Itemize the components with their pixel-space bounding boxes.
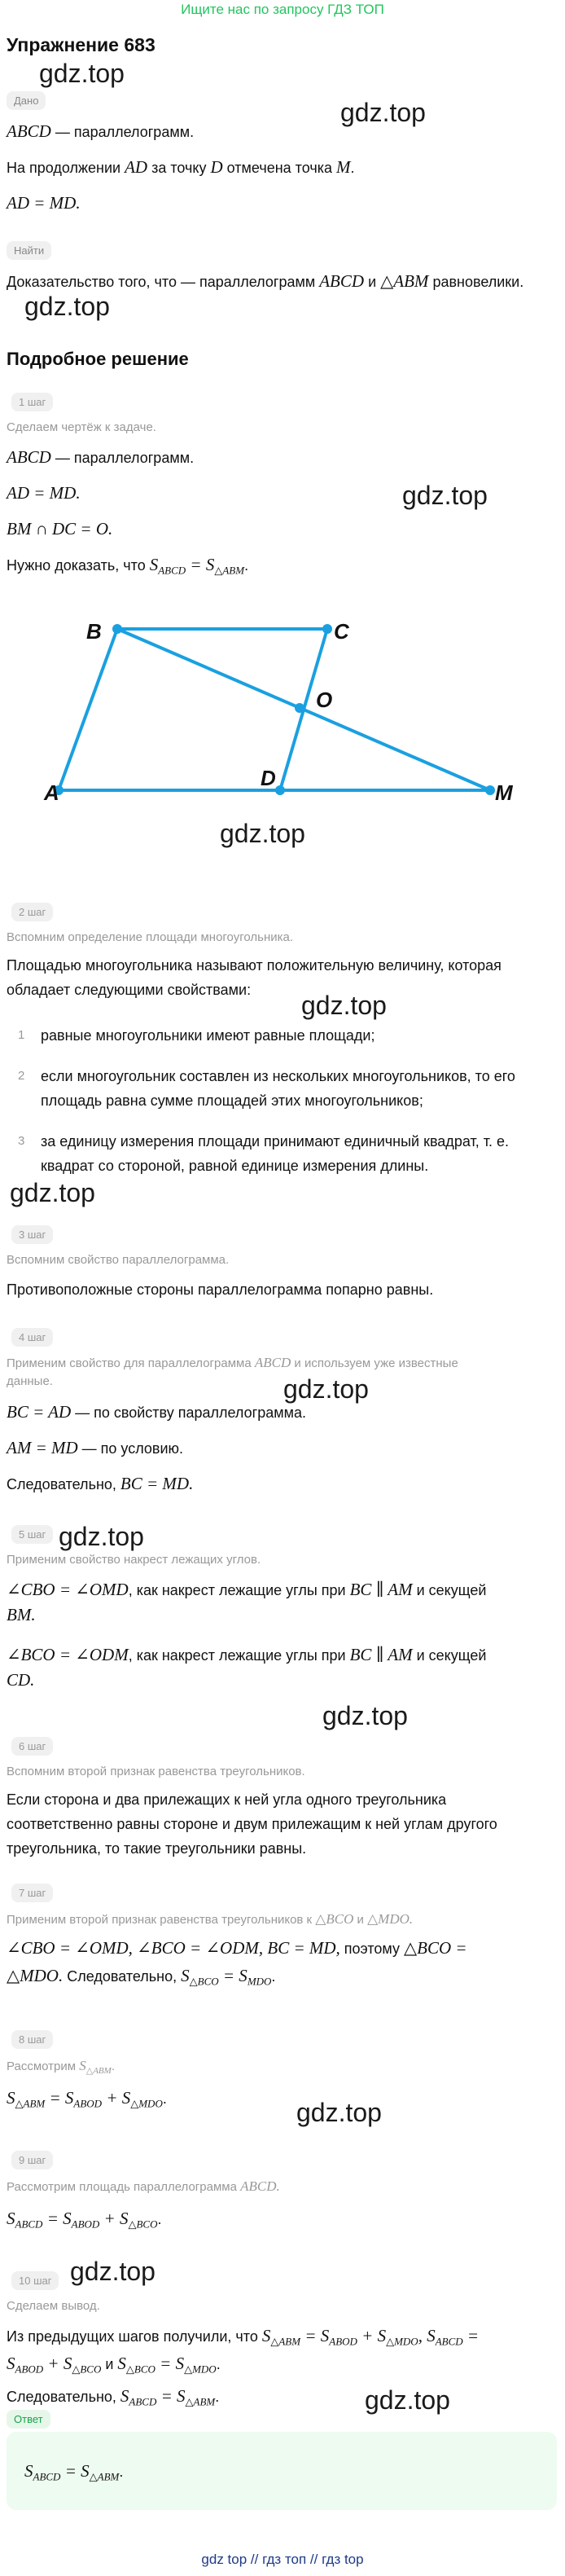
step7-line-2: △MDO. Следовательно, $S_{\triangle BCO} = S_{MDO}$. (7, 1966, 276, 1988)
watermark: gdz.top (10, 1178, 95, 1207)
given-line-3: AD = MD. (7, 193, 81, 213)
step4-line-1: BC = AD — по свойству параллелограмма. (7, 1402, 306, 1422)
given-line-1: ABCD — параллелограмм. (7, 121, 195, 141)
step8-formula: $S_{\triangle ABM} = S_{ABOD} + S_{\triangle MDO}$. (7, 2088, 167, 2110)
step-badge: 10 шаг (11, 2271, 59, 2290)
segment-AB (59, 629, 117, 790)
watermark: gdz.top (59, 1522, 144, 1551)
step-intro: Вспомним определение площади многоугольника. (7, 930, 294, 944)
step4-line-3: Следовательно, BC = MD. (7, 1474, 194, 1493)
step-intro: Рассмотрим площадь параллелограмма ABCD. (7, 2178, 280, 2194)
step-badge: 6 шаг (11, 1737, 53, 1756)
step-badge: 8 шаг (11, 2030, 53, 2049)
step4-line-2: AM = MD — по условию. (7, 1438, 184, 1457)
list-item: равные многоугольники имеют равные площади; (41, 1027, 375, 1044)
step10-line-2: $S_{ABOD} + S_{\triangle BCO}$ и $S_{\triangle BCO} = S_{\triangle MDO}$. (7, 2354, 221, 2376)
step10-line-3: Следовательно, $S_{ABCD} = S_{\triangle ABM}$. (7, 2386, 220, 2408)
prove-badge: Найти (7, 241, 51, 260)
step-badge: 7 шаг (11, 1884, 53, 1902)
step-intro: Рассмотрим $S_{\triangle ABM}$. (7, 2058, 115, 2076)
step6-text: Если сторона и два прилежащих к ней угла одного треугольника соответственно равны стороне и двум прилежащим к ней углам другого треугольника, то такие треугольники равны. (7, 1791, 497, 1857)
point-O (295, 703, 304, 713)
watermark: gdz.top (39, 59, 125, 88)
parallelogram-figure (0, 603, 565, 815)
given-line-2: На продолжении AD за точку D отмечена точка M. (7, 157, 355, 177)
point-D (275, 785, 285, 795)
list-item: за единицу измерения площади принимают единичный квадрат, т. е. квадрат со стороной, равной единице измерения длины. (41, 1133, 509, 1174)
step2-paragraph: Площадью многоугольника называют положительную величину, которая обладает следующими свойствами: (7, 957, 501, 998)
label-C: C (334, 619, 349, 644)
step-intro: Сделаем вывод. (7, 2299, 100, 2313)
step-badge: 3 шаг (11, 1225, 53, 1244)
step-intro: Вспомним второй признак равенства треугольников. (7, 1765, 305, 1778)
list-number: 1 (18, 1028, 25, 1042)
step1-line-3: BM ∩ DC = O. (7, 519, 113, 538)
step-badge: 2 шаг (11, 903, 53, 921)
prove-text: Доказательство того, что — параллелограмм ABCD и △ABM равновелики. (7, 271, 524, 291)
given-badge: Дано (7, 91, 46, 110)
step9-formula: $S_{ABCD} = S_{ABOD} + S_{\triangle BCO}$. (7, 2209, 162, 2231)
step1-line-1: ABCD — параллелограмм. (7, 447, 195, 467)
point-M (485, 785, 495, 795)
footer-links[interactable]: gdz top // гдз топ // гдз top (201, 2552, 364, 2567)
watermark: gdz.top (296, 2098, 382, 2127)
label-A: A (44, 780, 59, 805)
point-C (322, 624, 332, 634)
label-O: O (316, 688, 333, 712)
step10-line-1: Из предыдущих шагов получили, что $S_{\triangle ABM} = S_{ABOD} + S_{\triangle MDO}$, $S_{ABCD}$ = (7, 2326, 480, 2348)
label-D: D (261, 766, 276, 790)
step-badge: 1 шаг (11, 393, 53, 411)
step5-line-2: ∠BCO = ∠ODM, как накрест лежащие углы при BC ∥ AM и секущей CD. (7, 1645, 487, 1690)
watermark: gdz.top (70, 2257, 155, 2286)
list-item: если многоугольник составлен из нескольких многоугольников, то его площадь равна сумме площадей этих многоугольников; (41, 1068, 515, 1109)
label-M: M (495, 780, 513, 805)
search-hint-link[interactable]: Ищите нас по запросу ГДЗ ТОП (181, 2, 384, 17)
watermark: gdz.top (220, 819, 305, 848)
watermark: gdz.top (322, 1701, 408, 1730)
watermark: gdz.top (301, 991, 387, 1020)
step5-line-1: ∠CBO = ∠OMD, как накрест лежащие углы при BC ∥ AM и секущей BM. (7, 1580, 487, 1624)
list-number: 3 (18, 1134, 25, 1148)
step-intro: Применим свойство для параллелограмма ABCD и используем уже известные данные. (7, 1355, 458, 1388)
answer-formula: $S_{ABCD} = S_{\triangle ABM}$. (24, 2461, 124, 2483)
solution-heading: Подробное решение (7, 349, 189, 369)
list-number: 2 (18, 1069, 25, 1083)
step-intro: Применим второй признак равенства треугольников к △BCO и △MDO. (7, 1911, 414, 1927)
step1-line-2: AD = MD. (7, 483, 81, 503)
step-intro: Сделаем чертёж к задаче. (7, 420, 156, 434)
step-intro: Применим свойство накрест лежащих углов. (7, 1553, 261, 1567)
point-B (112, 624, 122, 634)
step-intro: Вспомним свойство параллелограмма. (7, 1253, 230, 1267)
page-title: Упражнение 683 (7, 34, 155, 55)
answer-badge: Ответ (7, 2410, 50, 2429)
watermark: gdz.top (283, 1374, 369, 1404)
watermark: gdz.top (402, 481, 488, 510)
watermark: gdz.top (24, 292, 110, 321)
step1-line-4: Нужно доказать, что $S_{ABCD} = S_{\triangle ABM}$. (7, 555, 249, 577)
watermark: gdz.top (340, 98, 426, 127)
step-badge: 4 шаг (11, 1328, 53, 1347)
step-badge: 5 шаг (11, 1525, 53, 1544)
watermark: gdz.top (365, 2385, 450, 2415)
step-badge: 9 шаг (11, 2151, 53, 2169)
label-B: B (86, 619, 102, 644)
step3-text: Противоположные стороны параллелограмма попарно равны. (7, 1281, 434, 1298)
step7-line-1: ∠CBO = ∠OMD, ∠BCO = ∠ODM, BC = MD, поэтому △BCO = (7, 1938, 467, 1958)
